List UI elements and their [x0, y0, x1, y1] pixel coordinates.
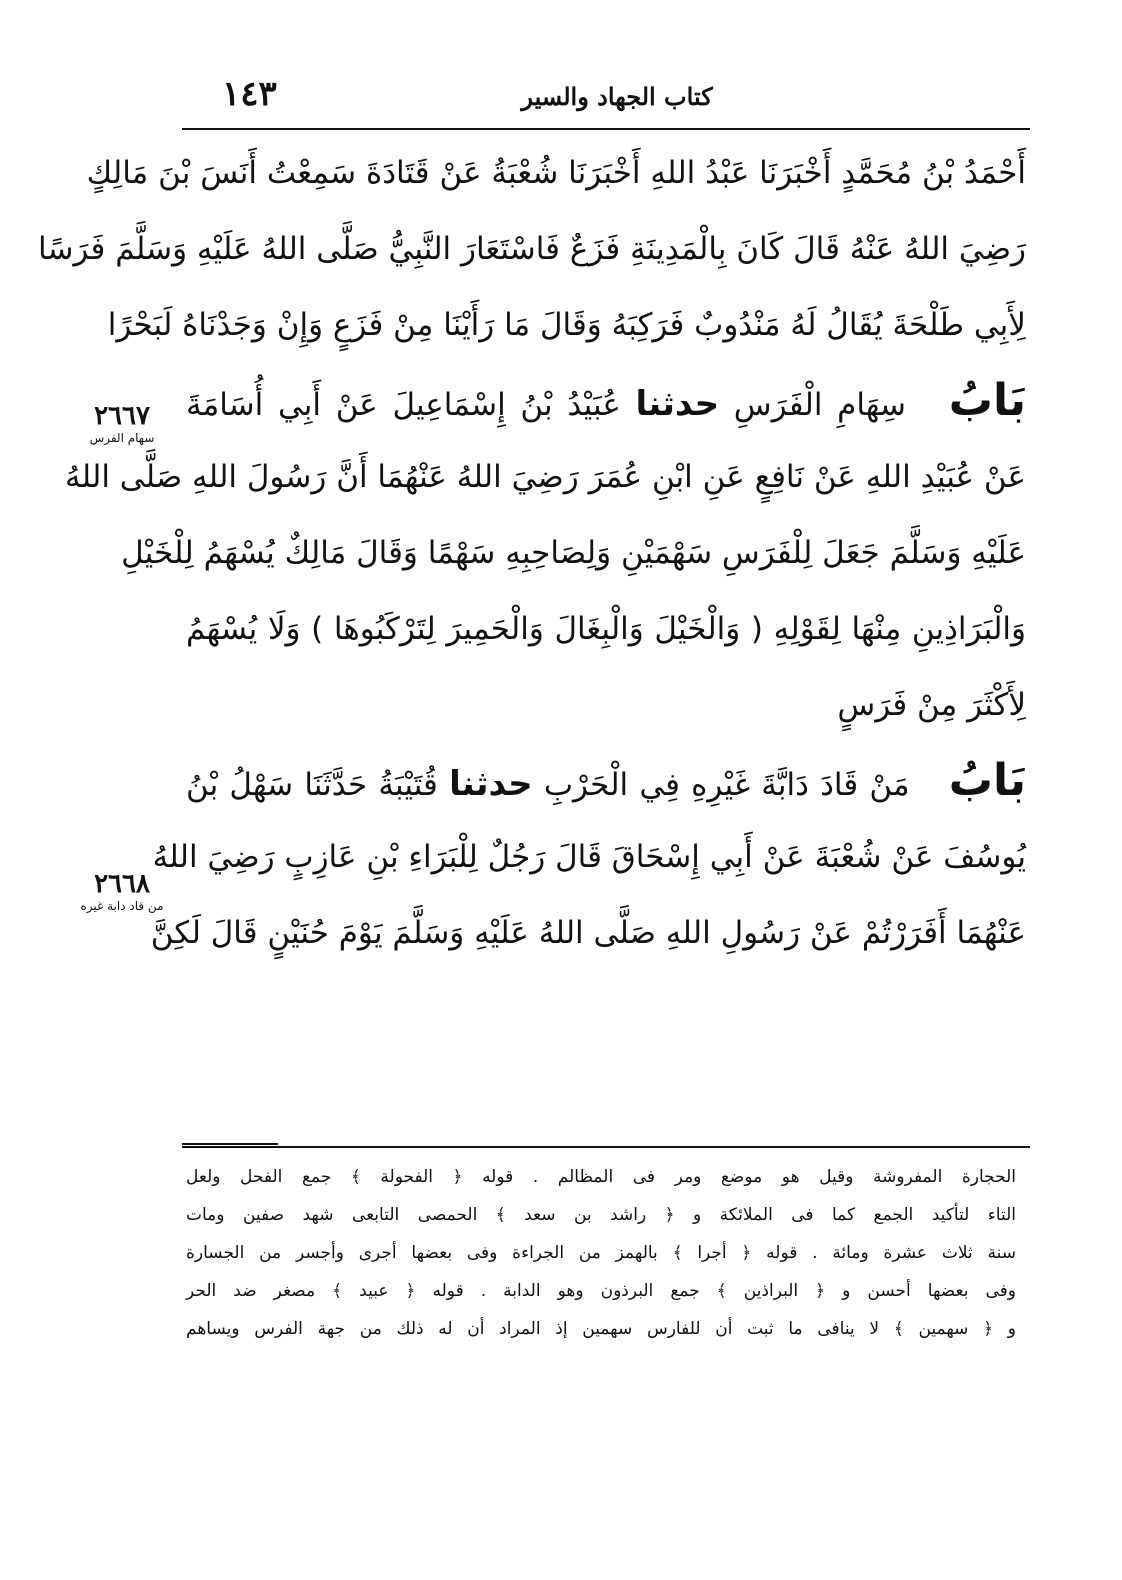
haddathana-word: حدثنا — [449, 764, 533, 804]
chapter-bab-word: بَابُ — [948, 375, 1026, 426]
text-line: أَحْمَدُ بْنُ مُحَمَّدٍ أَخْبَرَنَا عَبْدُ اللهِ أَخْبَرَنَا شُعْبَةُ عَنْ قَتَادَةَ سَمِعْتُ أَنَسَ بْنَ مَالِكٍ — [86, 155, 1026, 191]
chapter-title: سِهَامِ الْفَرَسِ — [733, 387, 907, 423]
text-line: عَنْ عُبَيْدِ اللهِ عَنْ نَافِعٍ عَنِ ابْنِ عُمَرَ رَضِيَ اللهُ عَنْهُمَا أَنَّ رَسُولَ اللهِ صَلَّى اللهُ — [64, 459, 1026, 495]
haddathana-word: حدثنا — [635, 384, 720, 424]
chapter-text: عُبَيْدُ بْنُ إِسْمَاعِيلَ عَنْ أَبِي أُسَامَةَ — [186, 387, 621, 423]
footnote-line: وفى بعضها أحسن و ﴿ البراذين ﴾ جمع البرذون وهو الدابة . قوله ﴿ عبيد ﴾ مصغر ضد الحر — [186, 1281, 1016, 1301]
text-line: رَضِيَ اللهُ عَنْهُ قَالَ كَانَ بِالْمَدِينَةِ فَزَعٌ فَاسْتَعَارَ النَّبِيُّ صَلَّى اللهُ عَلَيْهِ وَسَلَّمَ فَرَسًا — [38, 231, 1026, 267]
chapter-heading-line — [186, 363, 1026, 439]
text-line: لِأَكْثَرَ مِنْ فَرَسٍ — [837, 687, 1026, 723]
running-title: كتاب الجهاد والسير — [521, 82, 713, 111]
footnote-short-rule — [182, 1143, 278, 1145]
page-header — [182, 74, 1028, 126]
header-rule — [182, 128, 1030, 130]
chapter-bab-word: بَابُ — [948, 755, 1027, 806]
hadith-number: ٢٦٦٨ — [94, 869, 150, 899]
footnote-long-rule — [182, 1146, 1030, 1148]
hadith-number: ٢٦٦٧ — [94, 401, 150, 431]
text-line: عَنْهُمَا أَفَرَرْتُمْ عَنْ رَسُولِ اللهِ صَلَّى اللهُ عَلَيْهِ وَسَلَّمَ يَوْمَ حُنَيْنٍ قَالَ لَكِنَّ — [150, 915, 1026, 951]
margin-note — [70, 402, 174, 446]
page-number: ١٤٣ — [222, 74, 277, 114]
chapter-text: قُتَيْبَةُ حَدَّثَنَا سَهْلُ بْنُ — [186, 767, 438, 803]
text-line: وَالْبَرَاذِينِ مِنْهَا لِقَوْلِهِ ( وَالْخَيْلَ وَالْبِغَالَ وَالْحَمِيرَ لِتَرْكَبُوهَا ) وَلَا يُسْهَمُ — [186, 611, 1026, 647]
footnote-line: و ﴿ سهمين ﴾ لا ينافى ما ثبت أن للفارس سهمين إذ المراد أن له ذلك من جهة الفرس ويساهم — [186, 1319, 1016, 1339]
chapter-title: مَنْ قَادَ دَابَّةَ غَيْرِهِ فِي الْحَرْبِ — [543, 767, 910, 803]
text-line: عَلَيْهِ وَسَلَّمَ جَعَلَ لِلْفَرَسِ سَهْمَيْنِ وَلِصَاحِبِهِ سَهْمًا وَقَالَ مَالِكٌ يُسْهَمُ لِلْخَيْلِ — [121, 535, 1026, 571]
margin-note — [70, 870, 174, 914]
margin-caption: سهام الفرس — [89, 431, 155, 445]
footnote-separator — [182, 1143, 1030, 1147]
text-line: لِأَبِي طَلْحَةَ يُقَالُ لَهُ مَنْدُوبٌ فَرَكِبَهُ وَقَالَ مَا رَأَيْنَا مِنْ فَزَعٍ وَإِنْ وَجَدْنَاهُ لَبَحْرًا — [107, 307, 1026, 343]
margin-caption: من قاد دابة غيره — [80, 899, 164, 913]
footnote-line: سنة ثلاث عشرة ومائة . قوله ﴿ أجرا ﴾ بالهمز من الجراءة وفى بعضها أجرى وأجسر من الجسارة — [186, 1243, 1016, 1263]
footnote-line: التاء لتأكيد الجمع كما فى الملائكة و ﴿ راشد بن سعد ﴾ الحمصى التابعى شهد صفين ومات — [186, 1205, 1016, 1225]
footnote-line: الحجارة المفروشة وقيل هو موضع ومر فى المظالم . قوله ﴿ الفحولة ﴾ جمع الفحل ولعل — [186, 1167, 1016, 1187]
chapter-heading-line — [186, 743, 1026, 819]
footnotes — [186, 1158, 1016, 1348]
text-line: يُوسُفَ عَنْ شُعْبَةَ عَنْ أَبِي إِسْحَاقَ قَالَ رَجُلٌ لِلْبَرَاءِ بْنِ عَازِبٍ رَضِيَ اللهُ — [152, 839, 1026, 875]
